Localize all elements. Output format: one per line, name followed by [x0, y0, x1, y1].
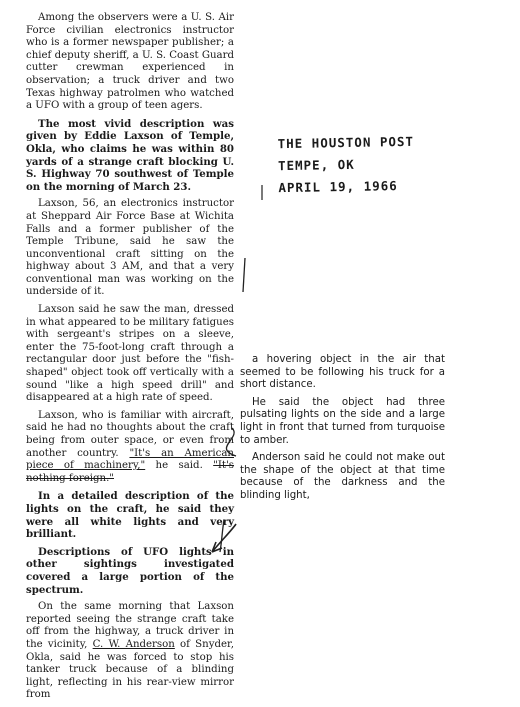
aircraft-text: Laxson, who is familiar with aircraft, said he had no thoughts about the craft being from outer space, or even from another country.: [26, 409, 234, 459]
same-morning-after: of Snyder, Okla, said he was forced to stop his tanker truck because of a blinding light, reflecting in his rear-view mirror from: [26, 638, 234, 701]
paragraph-laxson-instructor: Laxson, 56, an electronics instructor at Sheppard Air Force Base at Wichita Falls and a former publisher of the Temple Tribune, said he saw the unconventional craft sitting on the highway about 3 AM, and that a very conventional man was working on the underside of it.: [26, 198, 234, 298]
paragraph-hovering-object: a hovering object in the air that seemed to be following his truck for a short distance.: [240, 354, 445, 391]
quote-struck: "It's nothing foreign.": [26, 460, 235, 484]
annotation-newspaper: THE HOUSTON POST: [277, 133, 415, 152]
quote-underlined: "It's an American piece of machinery,": [26, 447, 234, 472]
paragraph-observers: Among the observers were a U. S. Air Force civilian electronics instructor who is a former newspaper publisher; a chief deputy sheriff, a U. S. Coast Guard cutter crewman experienced in observation; a truck driver and two Texas highway patrolmen who watched a UFO with a group of teen agers.: [26, 12, 234, 112]
paragraph-vivid-description: The most vivid description was given by Eddie Laxson of Temple, Okla, who claims he was within 80 yards of a strange craft blocking U. S. Highway 70 southwest of Temple on the morning of March 23.: [26, 117, 234, 193]
article-left-column: [26, 12, 234, 707]
anderson-name: C. W. Anderson: [92, 638, 175, 650]
paragraph-ufo-spectrum: Descriptions of UFO lights in other sightings investigated covered a large portion of the spectrum.: [26, 545, 234, 596]
paragraph-laxson-aircraft: [26, 410, 234, 486]
paragraph-pulsating-lights: He said the object had three pulsating lights on the side and a large light in front that turned from turquoise to amber.: [240, 396, 445, 446]
annotation-location: TEMPE, OK: [277, 156, 355, 174]
paragraph-anderson-shape: Anderson said he could not make out the shape of the object at that time because of the darkness and the blinding light,: [240, 452, 445, 501]
handwritten-annotation: [277, 131, 415, 199]
article-right-column: [240, 354, 445, 508]
paragraph-lights-detail: In a detailed description of the lights on the craft, he said they were all white lights and very brilliant.: [26, 490, 234, 541]
same-morning-before: On the same morning that Laxson reported seeing the strange craft take off from the highway, a truck driver in the vicinity,: [26, 601, 234, 650]
quote-said: he said.: [145, 460, 214, 472]
paragraph-laxson-man: Laxson said he saw the man, dressed in what appeared to be military fatigues with sergeant's stripes on a sleeve, enter the 75-foot-long craft through a rectangular door just before the "fish-shaped" object took off vertically with a sound "like a high speed drill" and disappeared at a high rate of speed.: [26, 304, 234, 404]
paragraph-same-morning: [26, 601, 234, 702]
pen-margin-bracket: [243, 258, 245, 292]
annotation-date: APRIL 19, 1966: [278, 178, 398, 196]
